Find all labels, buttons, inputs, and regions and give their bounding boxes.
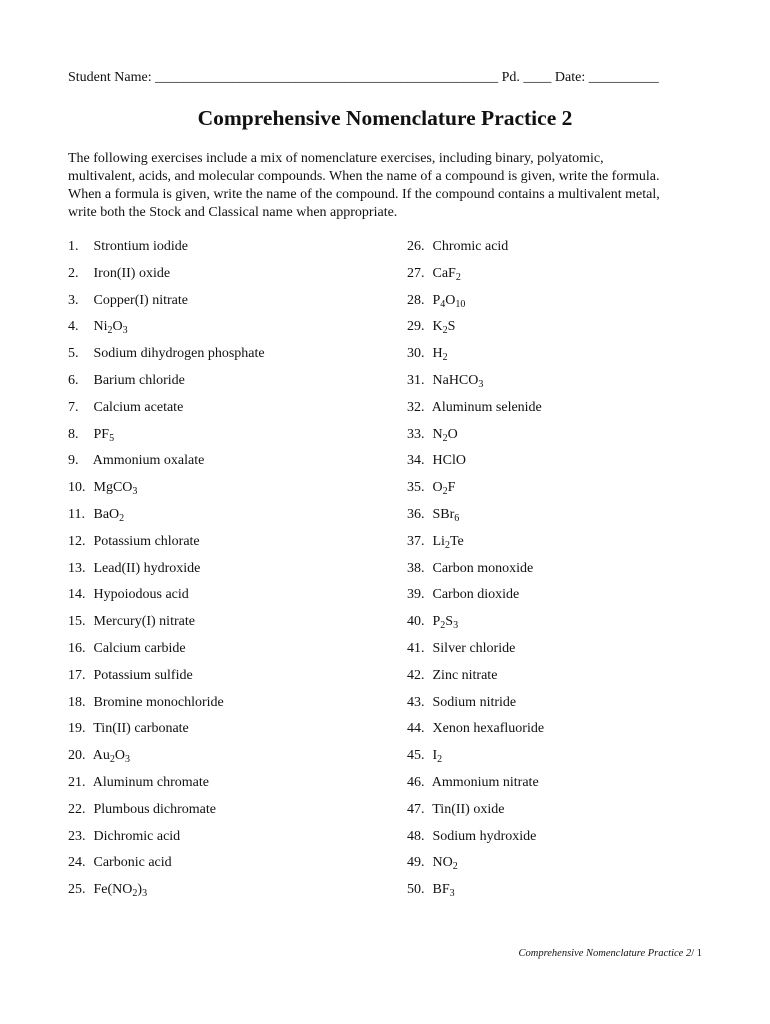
question-item	[68, 721, 265, 748]
question-item	[407, 319, 544, 346]
question-text: Hypoiodous acid	[93, 587, 189, 603]
question-text: Tin(II) oxide	[432, 801, 505, 817]
question-item	[407, 293, 544, 320]
question-item	[407, 641, 544, 668]
question-text: Dichromic acid	[93, 828, 181, 844]
student-info-line	[68, 70, 708, 86]
question-text: $O_2F$	[432, 480, 456, 498]
question-item	[407, 614, 544, 641]
question-number: 34.	[407, 453, 425, 469]
footer-title: Comprehensive Nomenclature Practice 2	[518, 948, 692, 959]
date-blank[interactable]: __________	[588, 70, 659, 85]
page-footer	[518, 948, 702, 959]
question-number: 23.	[68, 828, 86, 844]
question-item	[407, 855, 544, 882]
question-number: 22.	[68, 801, 86, 817]
question-text: $I_2$	[432, 748, 443, 766]
question-item	[407, 829, 544, 856]
question-number: 50.	[407, 882, 425, 898]
question-text: Sodium hydroxide	[432, 828, 537, 844]
question-number: 11.	[68, 506, 85, 522]
question-text: Ammonium nitrate	[431, 774, 539, 790]
question-item	[68, 695, 265, 722]
question-number: 28.	[407, 292, 425, 308]
question-number: 47.	[407, 801, 425, 817]
question-item	[407, 266, 544, 293]
question-item	[68, 400, 265, 427]
question-number: 48.	[407, 828, 425, 844]
question-number: 10.	[68, 480, 86, 496]
question-text: Calcium carbide	[93, 640, 186, 656]
question-text: Zinc nitrate	[432, 667, 498, 683]
question-number: 3.	[68, 292, 79, 308]
question-text: Strontium iodide	[93, 239, 188, 254]
question-text: $P_2S_3$	[432, 614, 459, 632]
question-number: 44.	[407, 721, 425, 737]
question-item	[407, 373, 544, 400]
question-text: $Fe(NO_2)_3$	[93, 882, 148, 900]
question-number: 37.	[407, 533, 425, 549]
question-number: 41.	[407, 640, 425, 656]
question-number: 6.	[68, 372, 79, 388]
question-item	[68, 266, 265, 293]
question-item	[407, 802, 544, 829]
instructions-paragraph: The following exercises include a mix of nomenclature exercises, including binary, polyatomic, multivalent, acids, and molecular compounds. When the name of a compound is given, write the formula. When a formula is given, write the name of the compound. If the compound contains a multivalent metal, write both the Stock and Classical name when appropriate.	[68, 151, 660, 220]
question-item	[68, 373, 265, 400]
question-number: 40.	[407, 614, 425, 630]
question-number: 31.	[407, 372, 425, 388]
question-number: 46.	[407, 774, 425, 790]
question-item	[68, 614, 265, 641]
question-number: 26.	[407, 239, 425, 254]
question-number: 20.	[68, 748, 86, 764]
question-text: $K_2S$	[432, 319, 456, 337]
question-text: $NO_2$	[432, 855, 458, 873]
question-number: 32.	[407, 399, 425, 415]
question-text: Tin(II) carbonate	[93, 721, 189, 737]
page-title: Comprehensive Nomenclature Practice 2	[197, 106, 573, 130]
question-text: $P_4O_{10}$	[432, 292, 466, 310]
question-text: Sodium dihydrogen phosphate	[93, 346, 265, 362]
question-text: Potassium sulfide	[93, 667, 193, 683]
question-number: 42.	[407, 667, 425, 683]
question-item	[68, 668, 265, 695]
question-text: Barium chloride	[93, 372, 185, 388]
question-text: Aluminum selenide	[431, 399, 542, 415]
student-name-blank[interactable]: _________________________________________________	[155, 70, 499, 85]
question-text: Copper(I) nitrate	[93, 292, 188, 308]
question-text: Silver chloride	[432, 640, 516, 656]
question-item	[407, 561, 544, 588]
question-text: Aluminum chromate	[92, 774, 209, 790]
question-text: CaF$_2$	[432, 265, 461, 283]
question-item	[68, 775, 265, 802]
question-item	[407, 587, 544, 614]
question-number: 43.	[407, 694, 425, 710]
question-text: Mercury(I) nitrate	[93, 614, 195, 630]
question-number: 21.	[68, 774, 86, 790]
question-text: $PF_5$	[93, 426, 115, 444]
question-text: $H_2$	[432, 346, 448, 364]
question-item	[68, 534, 265, 561]
question-item	[68, 587, 265, 614]
question-number: 9.	[68, 453, 79, 469]
question-number: 45.	[407, 748, 425, 764]
question-text: Carbonic acid	[93, 855, 172, 871]
question-item	[407, 695, 544, 722]
question-text: Carbon dioxide	[432, 587, 520, 603]
question-text: $BF_3$	[432, 882, 455, 900]
question-number: 36.	[407, 506, 425, 522]
question-text: BaO$_2$	[93, 506, 125, 524]
question-item	[68, 802, 265, 829]
question-number: 14.	[68, 587, 86, 603]
question-number: 17.	[68, 667, 86, 683]
question-number: 16.	[68, 640, 86, 656]
question-item	[407, 427, 544, 454]
question-item	[68, 882, 265, 909]
question-number: 7.	[68, 399, 79, 415]
question-item	[68, 480, 265, 507]
question-number: 29.	[407, 319, 425, 335]
question-number: 8.	[68, 426, 79, 442]
question-text: HClO	[432, 453, 466, 469]
question-text: $Ni_2O_3$	[93, 319, 128, 337]
question-number: 38.	[407, 560, 425, 576]
question-text: $N_2O$	[432, 426, 458, 444]
question-item	[407, 453, 544, 480]
question-number: 25.	[68, 882, 86, 898]
question-text: $Li_2Te$	[432, 533, 464, 551]
question-item	[407, 239, 544, 266]
question-text: Calcium acetate	[93, 399, 184, 415]
question-number: 4.	[68, 319, 79, 335]
question-text: NaHCO$_3$	[432, 372, 484, 390]
question-text: Iron(II) oxide	[93, 265, 171, 281]
question-number: 27.	[407, 265, 425, 281]
date-label: Date:	[554, 70, 586, 85]
question-text: Xenon hexafluoride	[432, 721, 545, 737]
question-number: 15.	[68, 614, 86, 630]
question-list-left	[68, 239, 265, 909]
question-number: 18.	[68, 694, 86, 710]
question-item	[68, 855, 265, 882]
question-item	[407, 668, 544, 695]
question-item	[68, 239, 265, 266]
question-text: Carbon monoxide	[432, 560, 534, 576]
question-item	[407, 346, 544, 373]
question-item	[68, 748, 265, 775]
question-number: 2.	[68, 265, 79, 281]
period-blank[interactable]: ____	[523, 70, 552, 85]
question-number: 19.	[68, 721, 86, 737]
footer-page-number: / 1	[691, 948, 702, 959]
question-text: Bromine monochloride	[93, 694, 224, 710]
question-item	[407, 882, 544, 909]
question-number: 39.	[407, 587, 425, 603]
question-text: Plumbous dichromate	[93, 801, 216, 817]
question-number: 35.	[407, 480, 425, 496]
question-number: 1.	[68, 239, 79, 254]
question-text: Chromic acid	[432, 239, 509, 254]
question-item	[68, 641, 265, 668]
question-number: 30.	[407, 346, 425, 362]
student-name-label: Student Name:	[68, 70, 152, 85]
question-text: MgCO$_3$	[93, 480, 138, 498]
question-number: 13.	[68, 560, 86, 576]
question-item	[68, 346, 265, 373]
period-label: Pd.	[501, 70, 520, 85]
question-item	[407, 721, 544, 748]
question-text: Potassium chlorate	[93, 533, 200, 549]
question-item	[68, 293, 265, 320]
question-item	[68, 319, 265, 346]
question-item	[407, 534, 544, 561]
question-item	[407, 507, 544, 534]
question-text: SBr$_6$	[432, 506, 460, 524]
question-item	[68, 507, 265, 534]
question-item	[407, 775, 544, 802]
question-number: 24.	[68, 855, 86, 871]
question-text: Ammonium oxalate	[92, 453, 205, 469]
question-item	[407, 748, 544, 775]
question-text: Lead(II) hydroxide	[93, 560, 201, 576]
question-item	[68, 453, 265, 480]
question-number: 33.	[407, 426, 425, 442]
question-text: Sodium nitride	[432, 694, 517, 710]
question-item	[407, 400, 544, 427]
question-list-right	[407, 239, 544, 909]
question-item	[407, 480, 544, 507]
question-item	[68, 829, 265, 856]
question-number: 49.	[407, 855, 425, 871]
question-item	[68, 427, 265, 454]
question-item	[68, 561, 265, 588]
question-text: $Au_2O_3$	[92, 748, 130, 766]
question-number: 12.	[68, 533, 86, 549]
question-number: 5.	[68, 346, 79, 362]
